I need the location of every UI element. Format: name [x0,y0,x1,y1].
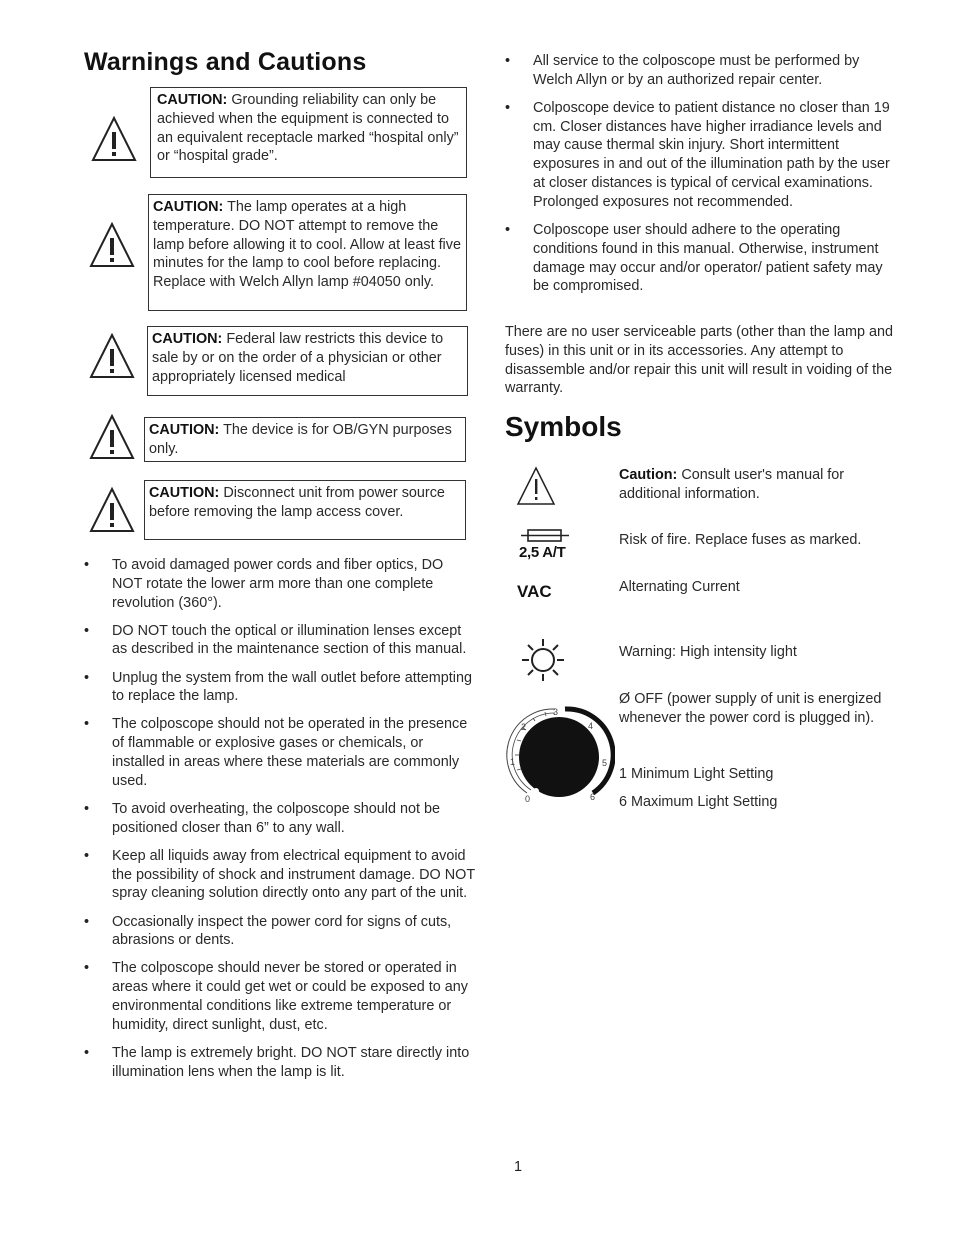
caution-box-federal-law [147,326,468,396]
warnings-heading: Warnings and Cautions [84,48,367,76]
caution-text: Grounding reliability can only be achieved when the equipment is connected to an equivalent receptacle marked “hospital only” or “hospital grade”. [157,92,459,165]
list-item: • DO NOT touch the optical or illumination lenses except as described in the maintenance section of this manual. [84,622,476,660]
page-number: 1 [514,1159,523,1175]
caution-label: CAUTION: [149,485,220,501]
caution-box-grounding [150,87,467,178]
caution-box-obgyn [144,417,466,462]
list-item: • The colposcope should never be stored or operated in areas where it could get wet or could be exposed to any environmental conditions like extreme temperature or humidity, direct sunlight, dust, etc. [84,959,476,1034]
list-item: • To avoid overheating, the colposcope should not be positioned closer than 6” to any wall. [84,800,476,838]
vac-symbol: VAC [517,582,552,601]
list-item: • To avoid damaged power cords and fiber optics, DO NOT rotate the lower arm more than one complete revolution (360°). [84,556,476,612]
light-setting-dial-icon [505,700,615,810]
dial-number: 2 [521,722,527,732]
caution-symbol-description [619,466,899,504]
warning-triangle-icon [88,221,136,269]
list-item: • The colposcope should not be operated in the presence of flammable or explosive gases or chemicals, or installed in areas where these materials are commonly used. [84,715,476,790]
warning-triangle-icon [88,413,136,461]
caution-label: CAUTION: [149,422,220,438]
minimum-setting-description: 1 Minimum Light Setting [619,766,774,782]
caution-box-disconnect [144,480,466,540]
warning-triangle-icon [88,332,136,380]
list-item: • The lamp is extremely bright. DO NOT stare directly into illumination lens when the lamp is lit. [84,1044,476,1082]
list-item: • Colposcope user should adhere to the operating conditions found in this manual. Otherwise, instrument damage may occur and/or operator/ patient safety may be compromised. [505,221,900,296]
fuse-description: Risk of fire. Replace fuses as marked. [619,532,862,548]
caution-label: CAUTION: [157,92,228,108]
caution-label: CAUTION: [153,199,224,215]
maximum-setting-description: 6 Maximum Light Setting [619,794,778,810]
dial-number: 3 [553,707,559,717]
dial-number: 1 [510,757,516,767]
caution-text: The device is for OB/GYN purposes only. [149,422,452,457]
off-setting-description: Ø OFF (power supply of unit is energized whenever the power cord is plugged in). [619,691,882,726]
warning-triangle-icon [90,115,138,163]
caution-box-lamp-temperature [148,194,467,311]
caution-triangle-icon [515,465,557,507]
caution-text: The lamp operates at a high temperature. DO NOT attempt to remove the lamp before allowing it to cool. Allow at least five minutes for the lamp to cool before replacing. Replace with Welch Allyn lamp #04050 only. [153,199,461,291]
list-item: • Keep all liquids away from electrical equipment to avoid the possibility of shock and instrument damage. DO NOT spray cleaning solution directly onto any part of the unit. [84,847,476,903]
dial-number: 0 [525,794,531,804]
dial-number: 6 [590,792,596,802]
dial-number: 4 [588,721,594,731]
caution-text: Disconnect unit from power source before removing the lamp access cover. [149,485,445,520]
list-item: • All service to the colposcope must be performed by Welch Allyn or by an authorized repair center. [505,52,900,90]
warning-triangle-icon [88,486,136,534]
caution-text: Federal law restricts this device to sale by or on the order of a physician or other appropriately licensed medical [152,331,444,385]
high-intensity-light-icon [520,637,566,683]
warnings-bullet-list-continued [505,52,900,305]
light-warning-description: Warning: High intensity light [619,644,797,660]
dial-number: 5 [602,758,608,768]
fuse-icon [520,527,570,545]
list-item: • Occasionally inspect the power cord for signs of cuts, abrasions or dents. [84,913,476,951]
warnings-bullet-list [84,556,476,1091]
symbols-heading: Symbols [505,411,622,442]
caution-symbol-label: Caution: [619,467,678,483]
caution-symbol-text: Consult user's manual for additional information. [619,467,845,502]
list-item: • Colposcope device to patient distance no closer than 19 cm. Closer distances have higher irradiance levels and may cause thermal skin injury. Short intermittent exposures in and out of the illumination path by the user at closer distances is typical of cervical examinations. Prolonged exposures not recommended. [505,99,900,212]
service-paragraph: There are no user serviceable parts (other than the lamp and fuses) in this unit or in its accessories. Any attempt to disassemble and/or repair this unit will result in voiding of the warranty. [505,324,893,397]
caution-label: CAUTION: [152,331,223,347]
list-item: • Unplug the system from the wall outlet before attempting to replace the lamp. [84,669,476,707]
vac-description: Alternating Current [619,579,740,595]
fuse-marking: 2,5 A/T [519,544,566,561]
